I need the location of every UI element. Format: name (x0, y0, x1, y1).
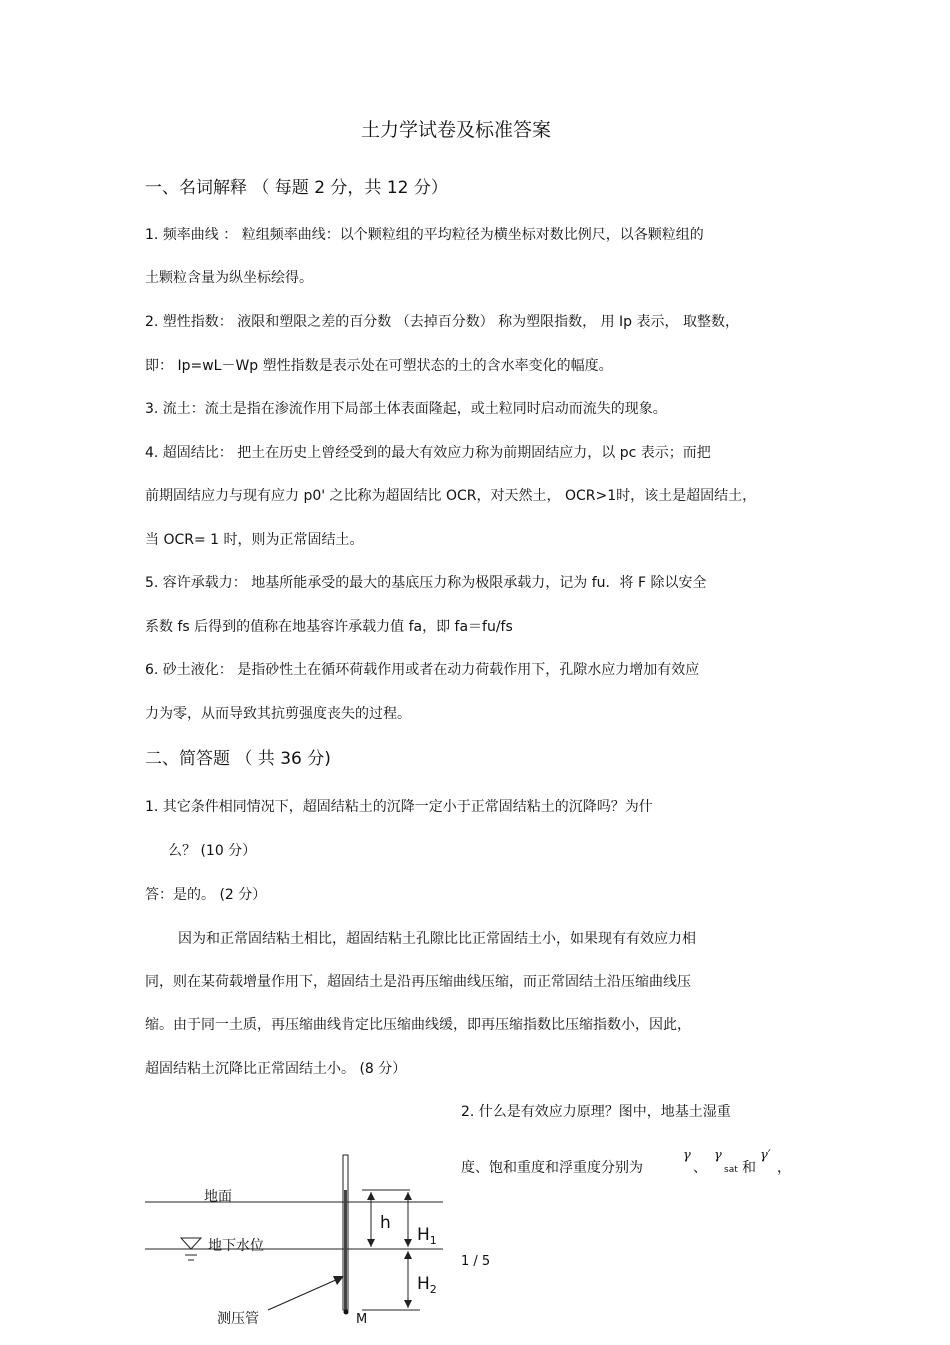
gamma-comma: ， (777, 1160, 791, 1176)
ground-label: 地面 (204, 1189, 232, 1205)
section-heading-2: 二、简答题 （ 共 36 分) (145, 749, 331, 769)
piezometer-label: 测压管 (217, 1311, 259, 1327)
H2-letter: H (417, 1274, 430, 1294)
piezometer-water (344, 1190, 347, 1310)
H1-letter: H (417, 1225, 430, 1245)
gamma-prime-symbol: γ′ (760, 1148, 771, 1163)
term-5-line-1: 5. 容许承载力： 地基所能承受的最大的基底压力称为极限承载力，记为 fu．将 F 除以安全 (145, 575, 707, 591)
gamma-separator: 、 (693, 1160, 707, 1176)
term-2-line-1: 2. 塑性指数： 液限和塑限之差的百分数 （去掉百分数） 称为塑限指数， 用 Ip 表示， 取整数， (145, 314, 739, 330)
term-1-line-2: 土颗粒含量为纵坐标绘得。 (145, 270, 313, 286)
answer-1-para-line-1: 因为和正常固结粘土相比，超固结粘土孔隙比比正常固结土小，如果现有有效应力相 (178, 931, 696, 947)
page-title: 土力学试卷及标准答案 (361, 119, 552, 141)
question-2-line-1: 2. 什么是有效应力原理？图中，地基土湿重 (461, 1104, 731, 1120)
term-4-line-1: 4. 超固结比： 把土在历史上曾经受到的最大有效应力称为前期固结应力，以 pc 表示；而把 (145, 445, 711, 461)
term-4-line-3: 当 OCR= 1 时，则为正常固结土。 (145, 532, 364, 548)
question-1-line-2: 么？ (10 分） (168, 843, 257, 859)
question-1-line-1: 1. 其它条件相同情况下，超固结粘土的沉降一定小于正常固结粘土的沉降吗？为什 (145, 799, 653, 815)
m-label: M (356, 1312, 368, 1327)
section-heading-1: 一、名词解释 （ 每题 2 分，共 12 分） (145, 178, 448, 198)
water-table-symbol (181, 1238, 201, 1249)
H2-subscript: 2 (429, 1283, 437, 1296)
h-label: h (380, 1213, 391, 1233)
question-2-line-2: 度、饱和重度和浮重度分别为 (461, 1160, 643, 1176)
term-5-line-2: 系数 fs 后得到的值称在地基容许承载力值 fa，即 fa＝fu/fs (145, 619, 513, 635)
point-m (344, 1310, 349, 1315)
gamma-symbol: γ (683, 1148, 691, 1163)
answer-1-para-line-2: 同，则在某荷载增量作用下，超固结土是沿再压缩曲线压缩，而正常固结土沿压缩曲线压 (145, 974, 691, 990)
answer-1-lead: 答：是的。 (2 分） (145, 887, 267, 903)
term-4-line-2: 前期固结应力与现有应力 p0' 之比称为超固结比 OCR，对天然土， OCR>1时，该土是超固结土， (145, 488, 757, 504)
page-number: 1 / 5 (461, 1254, 491, 1269)
term-1-line-1: 1. 频率曲线 ： 粒组频率曲线：以个颗粒组的平均粒径为横坐标对数比例尺，以各颗粒组的 (145, 227, 704, 243)
gamma-and: 和 (742, 1160, 756, 1176)
H1-subscript: 1 (429, 1234, 437, 1247)
gamma-sat-subscript: sat (724, 1165, 738, 1175)
answer-1-para-line-4: 超固结粘土沉降比正常固结土小。 (8 分） (145, 1061, 407, 1077)
term-6-line-2: 力为零，从而导致其抗剪强度丧失的过程。 (145, 706, 411, 722)
term-3: 3. 流土：流土是指在渗流作用下局部土体表面隆起，或土粒同时启动而流失的现象。 (145, 401, 667, 417)
term-2-line-2: 即： Ip=wL－Wp 塑性指数是表示处在可塑状态的土的含水率变化的幅度。 (145, 358, 613, 374)
H2-label (417, 1275, 437, 1299)
gamma-sat-symbol: γ (714, 1148, 722, 1163)
H1-label (417, 1226, 437, 1250)
answer-1-para-line-3: 缩。由于同一土质，再压缩曲线肯定比压缩曲线缓，即再压缩指数比压缩指数小，因此， (145, 1017, 691, 1033)
water-table-label: 地下水位 (208, 1238, 264, 1254)
term-6-line-1: 6. 砂土液化： 是指砂性土在循环荷载作用或者在动力荷载作用下，孔隙水应力增加有效应 (145, 662, 700, 678)
